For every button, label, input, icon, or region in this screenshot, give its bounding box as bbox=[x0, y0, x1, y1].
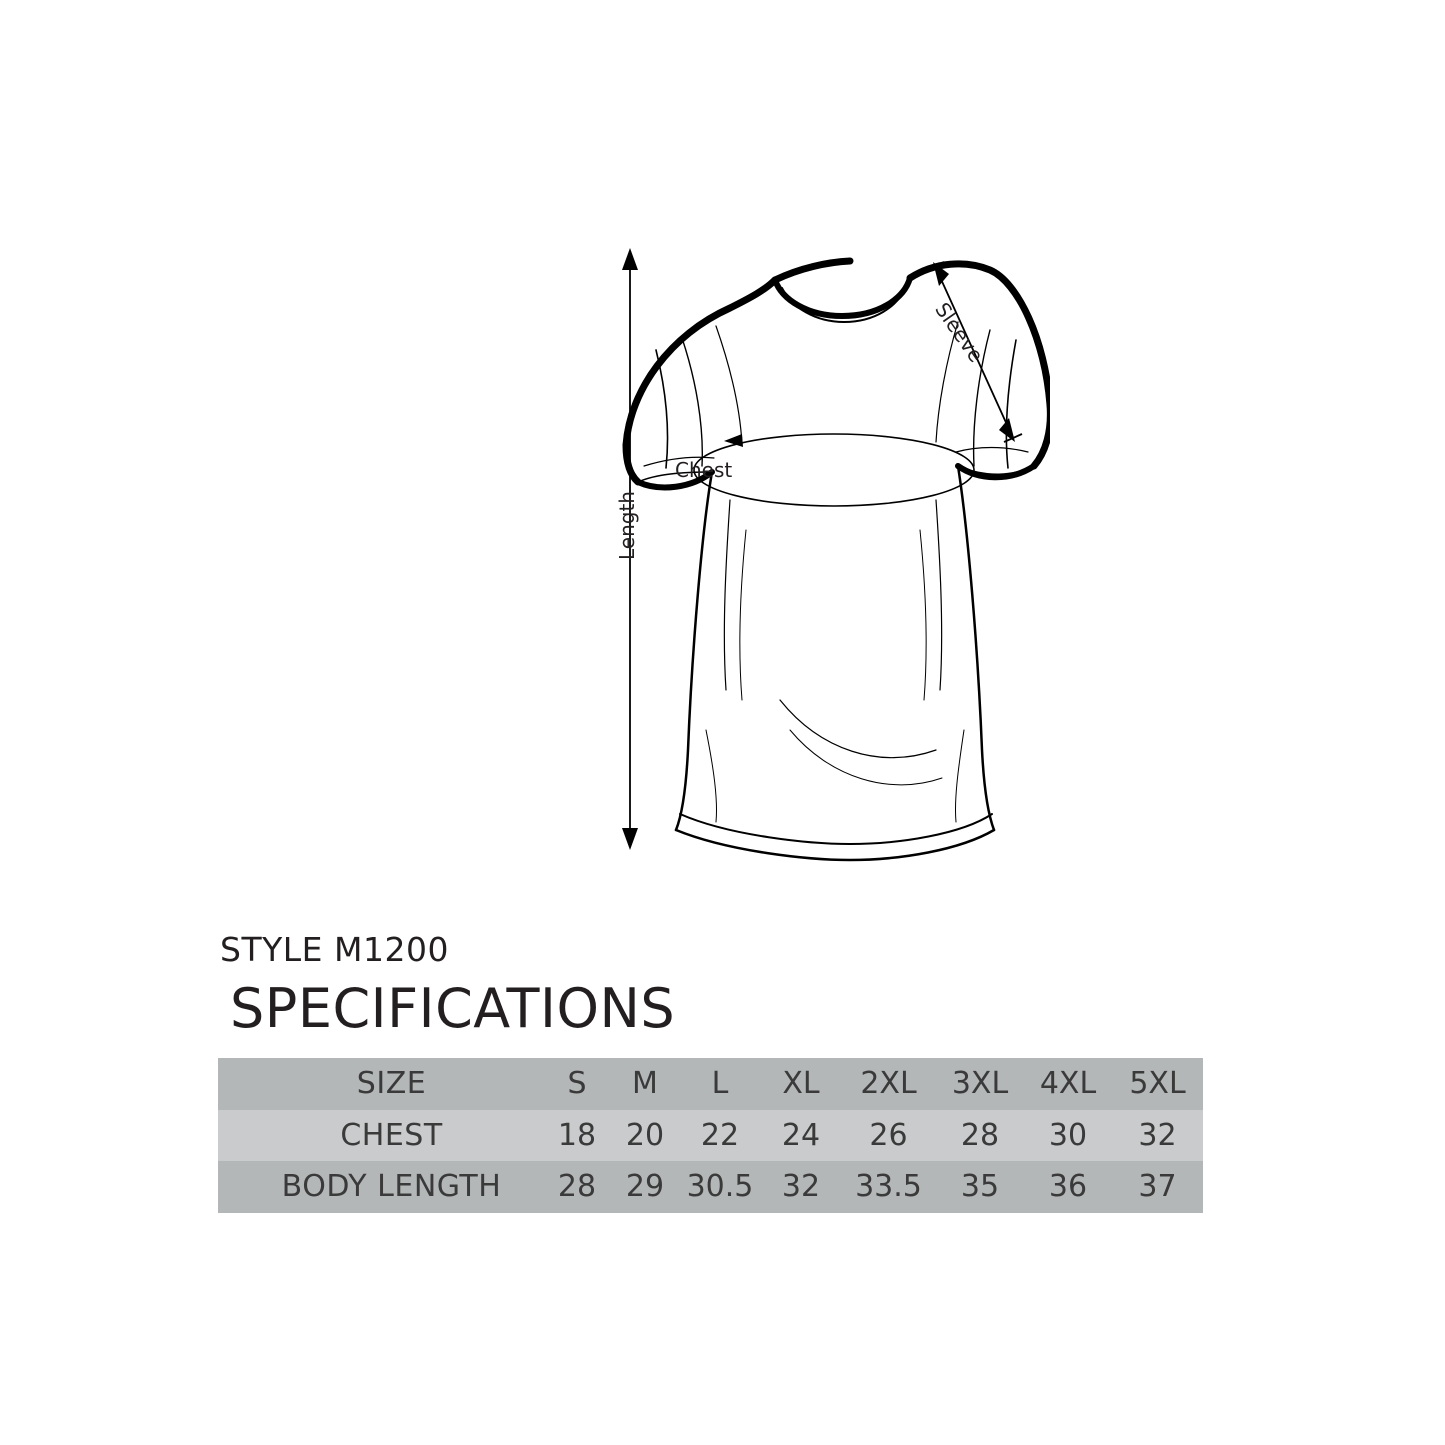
page-title: SPECIFICATIONS bbox=[230, 977, 676, 1040]
table-row bbox=[218, 1161, 1203, 1213]
t-shirt-measurement-diagram bbox=[430, 230, 1050, 870]
column-header-size: SIZE bbox=[218, 1058, 543, 1110]
size-specification-table bbox=[218, 1058, 1203, 1213]
row-label-chest: CHEST bbox=[218, 1110, 543, 1162]
body-length-4xl: 36 bbox=[1024, 1161, 1112, 1213]
table-row bbox=[218, 1110, 1203, 1162]
chest-2xl: 26 bbox=[841, 1110, 936, 1162]
column-header-m: M bbox=[611, 1058, 679, 1110]
column-header-3xl: 3XL bbox=[936, 1058, 1024, 1110]
column-header-s: S bbox=[543, 1058, 611, 1110]
body-length-2xl: 33.5 bbox=[841, 1161, 936, 1213]
specifications-block bbox=[218, 930, 1218, 1213]
body-length-5xl: 37 bbox=[1112, 1161, 1203, 1213]
table-row-header bbox=[218, 1058, 1203, 1110]
column-header-xl: XL bbox=[761, 1058, 841, 1110]
chest-s: 18 bbox=[543, 1110, 611, 1162]
column-header-2xl: 2XL bbox=[841, 1058, 936, 1110]
column-header-4xl: 4XL bbox=[1024, 1058, 1112, 1110]
chest-5xl: 32 bbox=[1112, 1110, 1203, 1162]
chest-dimension-label: Chest bbox=[675, 458, 733, 482]
body-length-s: 28 bbox=[543, 1161, 611, 1213]
length-arrow-head-bottom bbox=[622, 828, 638, 850]
column-header-l: L bbox=[679, 1058, 761, 1110]
chest-3xl: 28 bbox=[936, 1110, 1024, 1162]
chest-4xl: 30 bbox=[1024, 1110, 1112, 1162]
body-length-xl: 32 bbox=[761, 1161, 841, 1213]
body-length-m: 29 bbox=[611, 1161, 679, 1213]
length-arrow-head-top bbox=[622, 248, 638, 270]
style-code: STYLE M1200 bbox=[220, 930, 449, 969]
row-label-body-length: BODY LENGTH bbox=[218, 1161, 543, 1213]
sleeve-dimension-label: Sleeve bbox=[930, 298, 989, 367]
length-dimension-label: Length bbox=[615, 491, 639, 560]
chest-l: 22 bbox=[679, 1110, 761, 1162]
column-header-5xl: 5XL bbox=[1112, 1058, 1203, 1110]
body-length-l: 30.5 bbox=[679, 1161, 761, 1213]
chest-xl: 24 bbox=[761, 1110, 841, 1162]
chest-m: 20 bbox=[611, 1110, 679, 1162]
chest-measure-ellipse bbox=[694, 434, 974, 506]
body-length-3xl: 35 bbox=[936, 1161, 1024, 1213]
